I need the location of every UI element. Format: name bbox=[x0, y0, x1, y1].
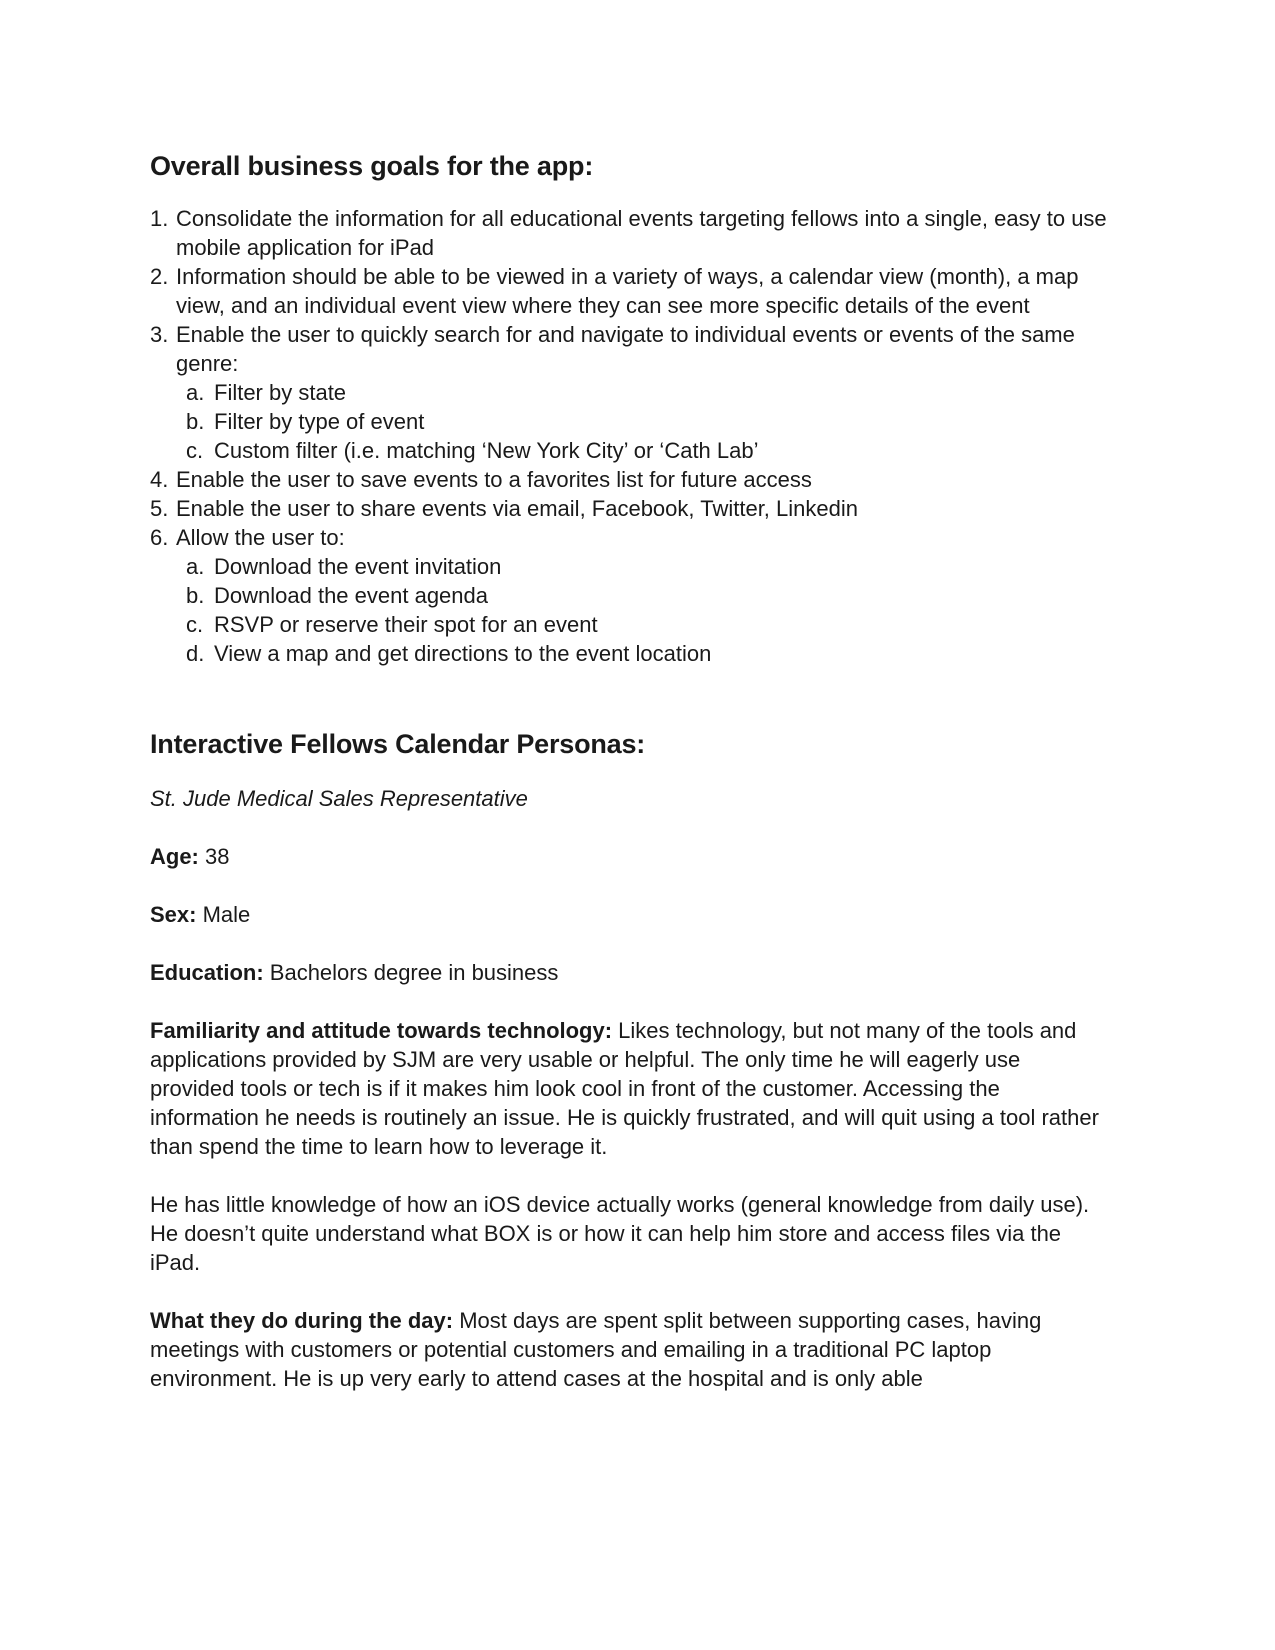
age-value: 38 bbox=[198, 844, 230, 869]
goal-number: 5. bbox=[150, 496, 169, 521]
subitem-text: Download the event invitation bbox=[214, 554, 502, 579]
persona-ios-knowledge: He has little knowledge of how an iOS device actually works (general knowledge from daily use). He doesn’t quite understand what BOX is or how it can help him store and access files via the iPad. bbox=[150, 1192, 1090, 1275]
goal-subitem bbox=[176, 639, 1110, 668]
goal-sublist bbox=[176, 378, 1110, 465]
education-value: Bachelors degree in business bbox=[263, 960, 559, 985]
goal-text: Enable the user to share events via email, Facebook, Twitter, Linkedin bbox=[176, 496, 858, 521]
goal-item bbox=[150, 262, 1110, 320]
subitem-text: Filter by type of event bbox=[214, 409, 425, 434]
document-page bbox=[150, 148, 1110, 1422]
goal-number: 6. bbox=[150, 525, 169, 550]
familiarity-value: Likes technology, but not many of the tools and applications provided by SJM are very usable or helpful. The only time he will eagerly use provided tools or tech is if it makes him look cool in front of the customer. Accessing the information he needs is routinely an issue. He is quickly frustrated, and will quit using a tool rather than spend the time to learn how to leverage it. bbox=[150, 1018, 1099, 1159]
goal-item bbox=[150, 494, 1110, 523]
goal-sublist bbox=[176, 552, 1110, 668]
goal-text: Allow the user to: bbox=[176, 525, 345, 550]
subitem-letter: a. bbox=[186, 554, 205, 579]
personas-heading: Interactive Fellows Calendar Personas: bbox=[150, 729, 646, 759]
subitem-text: Custom filter (i.e. matching ‘New York City’ or ‘Cath Lab’ bbox=[214, 438, 759, 463]
subitem-text: RSVP or reserve their spot for an event bbox=[214, 612, 598, 637]
goal-text: Enable the user to save events to a favorites list for future access bbox=[176, 467, 812, 492]
goal-subitem bbox=[176, 378, 1110, 407]
subitem-text: Download the event agenda bbox=[214, 583, 488, 608]
sex-label: Sex: bbox=[150, 902, 197, 927]
subitem-letter: a. bbox=[186, 380, 205, 405]
subitem-letter: b. bbox=[186, 409, 205, 434]
subitem-letter: b. bbox=[186, 583, 205, 608]
subitem-text: View a map and get directions to the event location bbox=[214, 641, 712, 666]
goal-number: 3. bbox=[150, 322, 169, 347]
sex-value: Male bbox=[196, 902, 251, 927]
goal-item bbox=[150, 320, 1110, 465]
goal-item bbox=[150, 465, 1110, 494]
persona-familiarity bbox=[150, 1016, 1110, 1161]
goal-item bbox=[150, 523, 1110, 668]
persona-daily-activity bbox=[150, 1306, 1110, 1393]
subitem-letter: c. bbox=[186, 438, 204, 463]
goal-subitem bbox=[176, 610, 1110, 639]
goal-text: Information should be able to be viewed in a variety of ways, a calendar view (month), a map view, and an individual event view where they can see more specific details of the event bbox=[176, 264, 1079, 318]
goal-text: Consolidate the information for all educational events targeting fellows into a single, easy to use mobile application for iPad bbox=[176, 206, 1107, 260]
persona-sex bbox=[150, 900, 1110, 929]
goal-subitem bbox=[176, 552, 1110, 581]
goal-number: 2. bbox=[150, 264, 169, 289]
goal-number: 4. bbox=[150, 467, 169, 492]
goal-subitem bbox=[176, 581, 1110, 610]
business-goals-list bbox=[150, 204, 1110, 668]
persona-age bbox=[150, 842, 1110, 871]
persona-role: St. Jude Medical Sales Representative bbox=[150, 786, 528, 811]
subitem-letter: d. bbox=[186, 641, 205, 666]
goal-subitem bbox=[176, 436, 1110, 465]
goal-number: 1. bbox=[150, 206, 169, 231]
goal-subitem bbox=[176, 407, 1110, 436]
business-goals-heading: Overall business goals for the app: bbox=[150, 151, 594, 181]
day-value: Most days are spent split between supporting cases, having meetings with customers or potential customers and emailing in a traditional PC laptop environment. He is up very early to attend cases at the hospital and is only able bbox=[150, 1308, 1042, 1391]
familiarity-label: Familiarity and attitude towards technology: bbox=[150, 1018, 613, 1043]
persona-education bbox=[150, 958, 1110, 987]
subitem-letter: c. bbox=[186, 612, 204, 637]
goal-text: Enable the user to quickly search for and navigate to individual events or events of the same genre: bbox=[176, 322, 1075, 376]
day-label: What they do during the day: bbox=[150, 1308, 454, 1333]
subitem-text: Filter by state bbox=[214, 380, 347, 405]
goal-item bbox=[150, 204, 1110, 262]
age-label: Age: bbox=[150, 844, 199, 869]
education-label: Education: bbox=[150, 960, 264, 985]
